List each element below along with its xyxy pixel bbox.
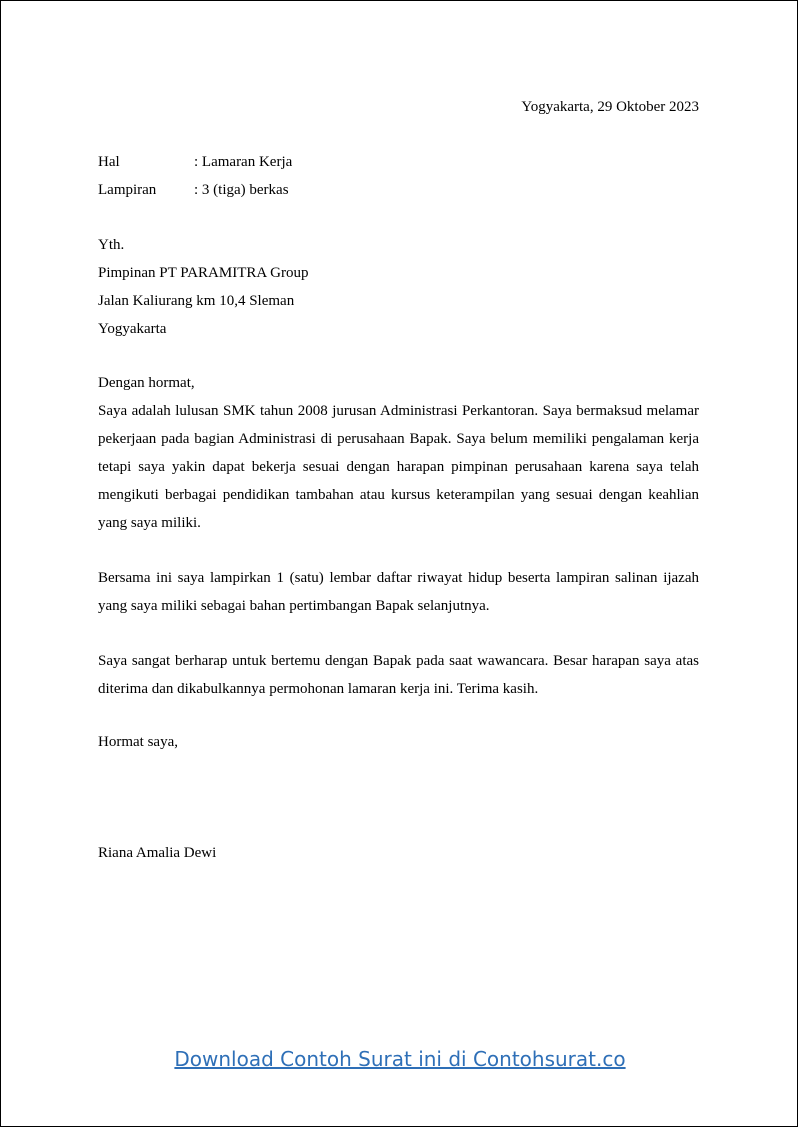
meta-label-lampiran: Lampiran xyxy=(98,182,157,198)
greeting: Dengan hormat, xyxy=(98,375,195,391)
meta-row-lampiran xyxy=(98,182,699,210)
meta-value-lampiran: : 3 (tiga) berkas xyxy=(194,182,289,198)
signer-name: Riana Amalia Dewi xyxy=(98,845,217,861)
letter-meta xyxy=(98,154,699,210)
closing: Hormat saya, xyxy=(98,734,178,750)
meta-label-hal: Hal xyxy=(98,154,120,170)
download-link[interactable]: Download Contoh Surat ini di Contohsurat.co xyxy=(174,1047,626,1071)
body-paragraph-2: Bersama ini saya lampirkan 1 (satu) lembar daftar riwayat hidup beserta lampiran salinan ijazah yang saya miliki sebagai bahan pertimbangan Bapak selanjutnya. xyxy=(98,570,699,614)
letter-date: Yogyakarta, 29 Oktober 2023 xyxy=(521,99,699,115)
recipient-city: Yogyakarta xyxy=(98,321,167,337)
body-paragraph-1: Saya adalah lulusan SMK tahun 2008 jurusan Administrasi Perkantoran. Saya bermaksud melamar pekerjaan pada bagian Administrasi di perusahaan Bapak. Saya belum memiliki pengalaman kerja tetapi saya yakin dapat bekerja sesuai dengan harapan pimpinan perusahaan karena saya telah mengikuti berbagai pendidikan tambahan atau kursus keterampilan yang sesuai dengan keahlian yang saya miliki. xyxy=(98,403,699,531)
recipient-name: Pimpinan PT PARAMITRA Group xyxy=(98,265,309,281)
recipient-block xyxy=(98,237,699,349)
recipient-salutation: Yth. xyxy=(98,237,125,253)
body-paragraph-3: Saya sangat berharap untuk bertemu dengan Bapak pada saat wawancara. Besar harapan saya atas diterima dan dikabulkannya permohonan lamaran kerja ini. Terima kasih. xyxy=(98,653,699,697)
meta-value-hal: : Lamaran Kerja xyxy=(194,154,293,170)
recipient-address: Jalan Kaliurang km 10,4 Sleman xyxy=(98,293,295,309)
meta-row-hal xyxy=(98,154,699,182)
